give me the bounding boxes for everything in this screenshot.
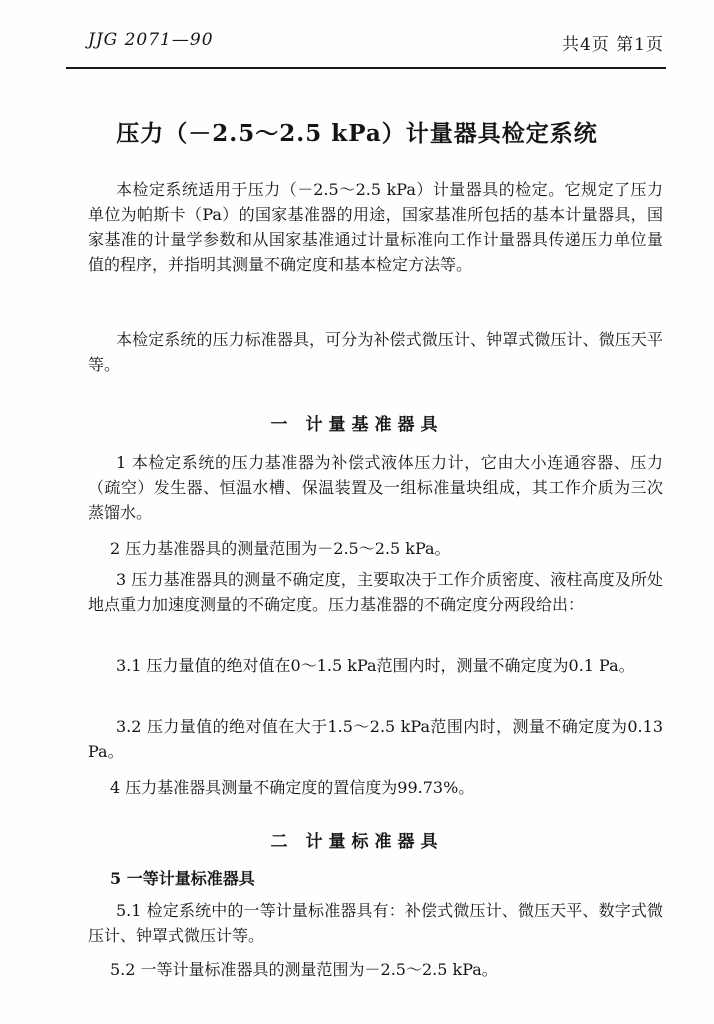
clause-5: 5 一等计量标准器具 — [110, 869, 255, 888]
intro-paragraph-2: 本检定系统的压力标准器具，可分为补偿式微压计、钟罩式微压计、微压天平等。 — [88, 330, 663, 374]
page-info: 共4页 第1页 — [561, 35, 664, 55]
section-1-heading: 一 计量基准器具 — [270, 415, 444, 435]
clause-3-2: 3.2 压力量值的绝对值在大于1.5～2.5 kPa范围内时，测量不确定度为0.13 Pa。 — [88, 717, 663, 761]
clause-3-1: 3.1 压力量值的绝对值在0～1.5 kPa范围内时，测量不确定度为0.1 Pa。 — [116, 656, 635, 675]
header-rule — [66, 67, 666, 69]
clause-2: 2 压力基准器具的测量范围为－2.5～2.5 kPa。 — [110, 539, 451, 558]
document-title: 压力（－2.5～2.5 kPa）计量器具检定系统 — [116, 120, 598, 147]
section-2-heading: 二 计量标准器具 — [270, 832, 444, 852]
intro-paragraph-1: 本检定系统适用于压力（－2.5～2.5 kPa）计量器具的检定。它规定了压力单位为帕斯卡（Pa）的国家基准器的用途，国家基准所包括的基本计量器具，国家基准的计量学参数和从国家基准通过计量标准向工作计量器具传递压力单位量值的程序，并指明其测量不确定度和基本检定方法等。 — [88, 180, 663, 274]
clause-1: 1 本检定系统的压力基准器为补偿式液体压力计，它由大小连通容器、压力（疏空）发生器、恒温水槽、保温装置及一组标准量块组成，其工作介质为三次蒸馏水。 — [88, 453, 663, 522]
clause-5-1: 5.1 检定系统中的一等计量标准器具有：补偿式微压计、微压天平、数字式微压计、钟罩式微压计等。 — [88, 901, 663, 945]
clause-3: 3 压力基准器具的测量不确定度，主要取决于工作介质密度、液柱高度及所处地点重力加速度测量的不确定度。压力基准器的不确定度分两段给出： — [88, 570, 663, 614]
document-code: JJG 2071—90 — [88, 30, 214, 50]
clause-4: 4 压力基准器具测量不确定度的置信度为99.73%。 — [110, 778, 475, 797]
clause-5-2: 5.2 一等计量标准器具的测量范围为－2.5～2.5 kPa。 — [110, 960, 498, 979]
